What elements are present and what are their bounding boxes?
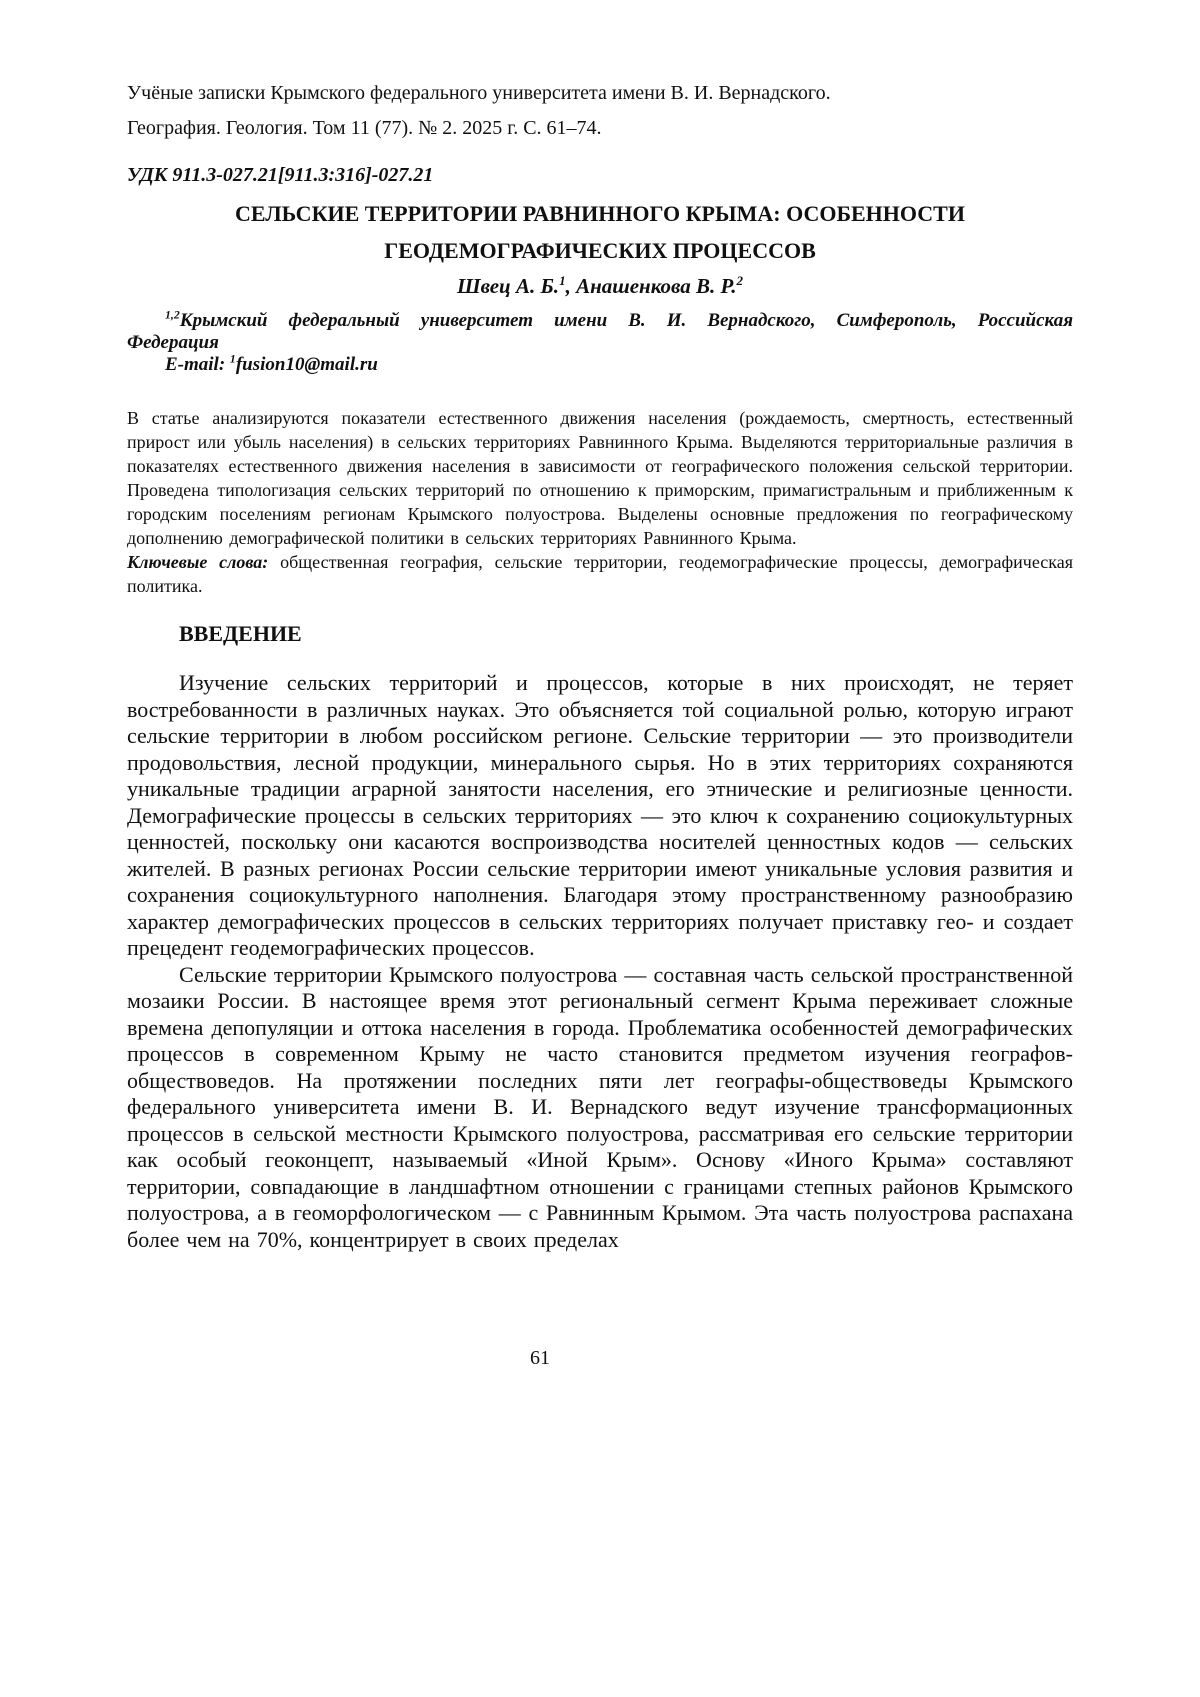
affiliation-sup: 1,2: [165, 308, 180, 322]
section-heading-introduction: ВВЕДЕНИЕ: [179, 621, 302, 646]
abstract-text: В статье анализируются показатели естественного движения населения (рождаемость, смертность, естественный прирост или убыль населения) в сельских территориях Равнинного Крыма. Выделяются территориальные различия в показателях естественного движения населения в зависимости от географического положения сельской территории. Проведена типологизация сельских территорий по отношению к приморским, примагистральным и приближенным к городским поселениям регионам Крымского полуострова. Выделены основные предложения по географическому дополнению демографической политики в сельских территориях Равнинного Крыма.: [127, 408, 1073, 548]
keywords-label: Ключевые слова:: [127, 552, 269, 572]
authors-separator: ,: [565, 274, 577, 298]
body-paragraph-2: Сельские территории Крымского полуострова — составная часть сельской пространственной мозаики России. В настоящее время этот региональный сегмент Крыма переживает сложные времена депопуляции и оттока населения в города. Проблематика особенностей демографических процессов в современном Крыму не часто становится предметом изучения географов-обществоведов. На протяжении последних пяти лет географы-обществоведы Крымского федерального университета имени В. И. Вернадского ведут изучение трансформационных процессов в сельской местности Крымского полуострова, рассматривая его сельские территории как особый геоконцепт, называемый «Иной Крым». Основу «Иного Крыма» составляют территории, совпадающие в ландшафтном отношении с границами степных районов Крымского полуострова, а в геоморфологическом — с Равнинным Крымом. Эта часть полуострова распахана более чем на 70%, концентрирует в своих пределах: [127, 961, 1073, 1252]
author1-affiliation-ref: 1: [559, 273, 566, 288]
email-sup: 1: [229, 352, 236, 366]
journal-header-line2: География. Геология. Том 11 (77). № 2. 2025 г. С. 61–74.: [127, 117, 602, 139]
article-title: [127, 195, 1073, 269]
author2-affiliation-ref: 2: [736, 273, 744, 288]
body-paragraph-1: Изучение сельских территорий и процессов, которые в них происходят, не теряет востребованности в различных науках. Это объясняется той социальной ролью, которую играют сельские территории в любом российском регионе. Сельские территории — это производители продовольствия, лесной продукции, минерального сырья. Но в этих территориях сохраняются уникальные традиции аграрной занятости населения, его этнические и религиозные ценности. Демографические процессы в сельских территориях — это ключ к сохранению социокультурных ценностей, поскольку они касаются воспроизводства носителей ценностных кодов — сельских жителей. В разных регионах России сельские территории имеют уникальные условия развития и сохранения социокультурного наполнения. Благодаря этому пространственному разнообразию характер демографических процессов в сельских территориях получает приставку гео- и создает прецедент геодемографических процессов.: [127, 670, 1073, 960]
affiliation-text: Крымский федеральный университет имени В. И. Вернадского, Симферополь, Российская: [179, 310, 1073, 331]
article-title-line1: СЕЛЬСКИЕ ТЕРРИТОРИИ РАВНИННОГО КРЫМА: ОСОБЕННОСТИ: [235, 201, 965, 226]
email-label: E-mail:: [165, 354, 230, 375]
email-address: fusion10@mail.ru: [235, 354, 378, 375]
text-column: [127, 0, 1073, 1253]
affiliation-line2: Федерация: [127, 332, 219, 353]
author2-name: Анашенкова В. Р.: [576, 274, 737, 298]
affiliation-line1: [127, 310, 1073, 332]
email-line: [127, 354, 1073, 376]
keywords-text: общественная география, сельские территории, геодемографические процессы, демографическая политика.: [127, 552, 1073, 596]
authors-line: [127, 273, 1073, 300]
keywords-line: [127, 550, 1073, 598]
udc-code: УДК 911.3-027.21[911.3:316]-027.21: [127, 164, 434, 186]
page-number: 61: [530, 1347, 550, 1369]
journal-header-line1: Учёные записки Крымского федерального университета имени В. И. Вернадского.: [127, 82, 831, 104]
article-title-line2: ГЕОДЕМОГРАФИЧЕСКИХ ПРОЦЕССОВ: [384, 238, 816, 263]
author1-name: Швец А. Б.: [456, 274, 560, 298]
